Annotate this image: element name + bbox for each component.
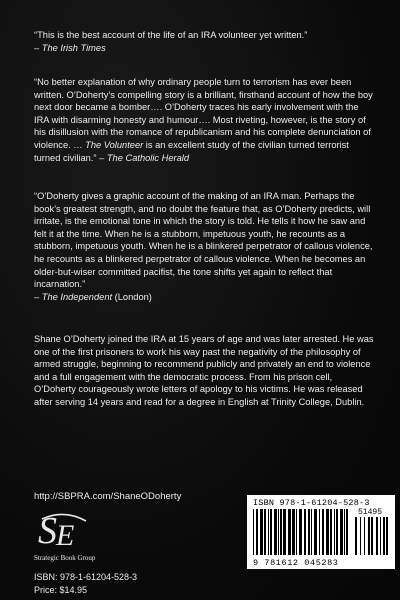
barcode-bar bbox=[340, 509, 343, 555]
quote-source: The Catholic Herald bbox=[106, 152, 190, 163]
barcode-bar bbox=[326, 509, 329, 555]
barcode-bar bbox=[268, 509, 269, 555]
barcode-bar bbox=[296, 509, 297, 555]
barcode-bar bbox=[314, 509, 317, 555]
barcode-bar bbox=[292, 509, 295, 555]
barcode-bar bbox=[383, 517, 385, 555]
barcode-bar bbox=[360, 517, 361, 555]
barcode-bar bbox=[264, 509, 266, 555]
quote-source: The Independent bbox=[41, 291, 113, 302]
quote-dash: – bbox=[99, 152, 107, 163]
barcode-bar bbox=[270, 509, 272, 555]
barcode-bar bbox=[311, 509, 312, 555]
review-quote-1 bbox=[34, 29, 374, 54]
barcode-bar bbox=[330, 509, 332, 555]
barcode bbox=[247, 495, 395, 569]
barcode-bar bbox=[308, 509, 310, 555]
price-text: Price: $14.95 bbox=[34, 585, 88, 595]
barcode-bar bbox=[253, 509, 254, 555]
barcode-bar bbox=[336, 509, 338, 555]
review-quote-2 bbox=[34, 76, 374, 164]
barcode-ean: 9 781612 045283 bbox=[253, 558, 339, 568]
book-url[interactable]: http://SBPRA.com/ShaneODoherty bbox=[34, 491, 182, 502]
barcode-bar bbox=[274, 509, 277, 555]
barcode-bar bbox=[322, 509, 324, 555]
barcode-bar bbox=[260, 509, 263, 555]
barcode-bar bbox=[283, 509, 286, 555]
barcode-bar bbox=[376, 517, 378, 555]
barcode-bar bbox=[364, 517, 365, 555]
svg-text:S: S bbox=[38, 511, 57, 551]
barcode-bar bbox=[304, 509, 306, 555]
barcode-bar bbox=[299, 509, 302, 555]
quote-source-suffix: (London) bbox=[112, 291, 152, 302]
quote-text: “No better explanation of why ordinary people turn to terrorism has ever been written. O’Doherty’s compelling story is a brilliant, firsthand account of how the boy next door became a bomber…. O’Doherty traces his early involvement with the IRA with disarming honesty and humour…. Most riveting, however, is the story of his disillusion with the romance of republicanism and his complete denunciation of violence. … bbox=[34, 77, 373, 150]
quote-text-after: is an excellent study of the civilian turned terrorist turned civilian.” bbox=[34, 139, 349, 163]
barcode-bar bbox=[344, 509, 345, 555]
barcode-bar bbox=[371, 517, 373, 555]
quote-text: “O’Doherty gives a graphic account of the making of an IRA man. Perhaps the book’s greatest strength, and no doubt the feature that, as O’Doherty predicts, will irritate, is the emotional tone in which the story is told. He tells it how he saw and felt it at the time. When he is a stubborn, impetuous youth, he recounts as a stubborn, impetuous youth. When he is a blinkered perpetrator of callous violence, he recounts as a blinkered perpetrator of callous violence. When he becomes an older-but-wiser committed pacifist, the tone shifts yet again to reflect that incarnation.” bbox=[34, 191, 373, 290]
barcode-bar bbox=[355, 517, 357, 555]
barcode-bar bbox=[278, 509, 279, 555]
barcode-bar bbox=[380, 517, 381, 555]
barcode-bar bbox=[256, 509, 258, 555]
barcode-bar bbox=[280, 509, 282, 555]
quote-text: “This is the best account of the life of an IRA volunteer yet written.” bbox=[34, 30, 308, 40]
quote-dash: – bbox=[34, 42, 42, 53]
barcode-bar bbox=[346, 509, 348, 555]
book-title-italic: The Volunteer bbox=[85, 139, 144, 150]
barcode-bar bbox=[334, 509, 335, 555]
review-quote-3 bbox=[34, 190, 374, 303]
quote-source: The Irish Times bbox=[41, 42, 106, 53]
barcode-bar bbox=[368, 517, 370, 555]
isbn-text: ISBN: 978-1-61204-528-3 bbox=[34, 572, 138, 582]
publisher-name: Strategic Book Group bbox=[34, 554, 96, 562]
barcode-bar bbox=[386, 517, 388, 555]
barcode-isbn: ISBN 978-1-61204-528-3 bbox=[253, 498, 370, 508]
barcode-bar bbox=[319, 509, 320, 555]
barcode-bar bbox=[288, 509, 291, 555]
quote-dash: – bbox=[34, 291, 42, 302]
barcode-addon: 51495 bbox=[358, 508, 383, 517]
svg-text:E: E bbox=[56, 519, 75, 551]
barcode-bars bbox=[251, 509, 391, 559]
author-bio: Shane O’Doherty joined the IRA at 15 years of age and was later arrested. He was one of the first prisoners to work his way past the negativity of the philosophy of armed struggle, beginning to recommend publicly and privately an end to violence and a full engagement with the democratic process. From his prison cell, O’Doherty courageously wrote letters of apology to his victims. He was released after serving 14 years and read for a degree in English at Trinity College, Dublin. bbox=[34, 334, 374, 407]
